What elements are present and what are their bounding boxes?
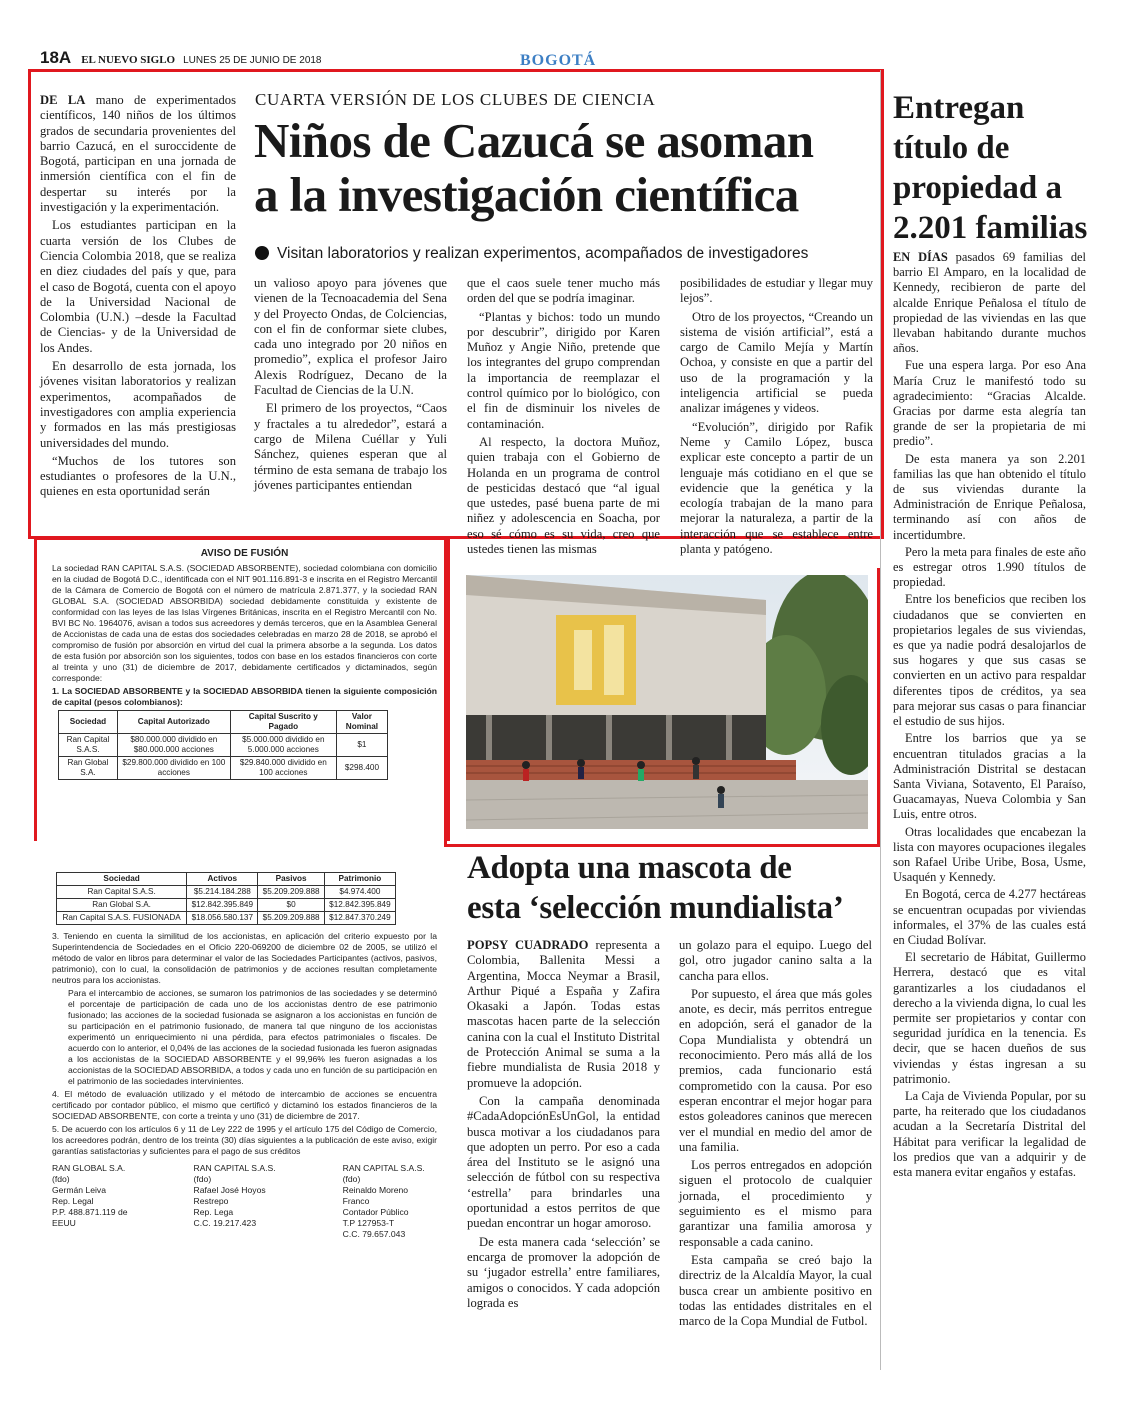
table-cell: Ran Global S.A.	[57, 899, 187, 912]
table-row	[57, 899, 396, 912]
paragraph: La Caja de Vivienda Popular, por su parte, ha reiterado que los ciudadanos acudan a la Secretaría Distrital del Hábitat para verificar la legalidad de los predios que van a adquirir y de esta manera evitar engaños y estafas.	[893, 1088, 1086, 1179]
paragraph: que el caos suele tener mucho más orden del que se podría imaginar.	[467, 276, 660, 306]
signature-line: Germán Leiva	[52, 1185, 106, 1195]
table-row	[59, 734, 388, 757]
column-divider	[880, 70, 881, 1370]
table-cell: $4.974.400	[324, 886, 395, 899]
lead-word: EN DÍAS	[893, 250, 948, 264]
paragraph: Entre los beneficios que reciben los ciudadanos que se convierten en propietarios legales de sus viviendas, es que ya nadie podrá desalojarlos de sus hogares y que sus casas se convierten en un activo para respaldar diferentes tipos de créditos, ya sea para mejorar sus casas o para financiar el estudio de sus hijos.	[893, 592, 1086, 729]
notice-item-1: 1. La SOCIEDAD ABSORBENTE y la SOCIEDAD ABSORBIDA tienen la siguiente composición de capital (pesos colombianos):	[52, 686, 437, 707]
notice-item-3: 3. Teniendo en cuenta la similitud de los accionistas, en aplicación del criterio expuesto por la Superintendencia de Sociedades en el Oficio 220-069200 de diciembre 02 de 2005, se utilizó el método de valor en libros para determinar el valor de las Sociedades Participantes (activos, pasivos, patrimonio), con lo cual, la consolidación de patrimonios y de acciones resultan completamente neutros para los accionistas.	[52, 931, 437, 985]
paragraph: De esta manera cada ‘selección’ se encarga de promover la adopción de su ‘jugador estrella’ entre familiares, amigos o conocidos. Y cada adopción lograda es	[467, 1234, 660, 1310]
signature	[194, 1163, 303, 1240]
table-header: Valor Nominal	[336, 711, 387, 734]
main-column-3	[467, 276, 660, 560]
signature	[343, 1163, 437, 1240]
table-cell: $5.000.000 dividido en 5.000.000 acciones	[230, 734, 336, 757]
table-cell: $298.400	[336, 757, 387, 780]
paragraph: Al respecto, la doctora Muñoz, quien trabaja con el Gobierno de Holanda en un programa de control de pesticidas destacó que “al igual que ustedes, pasé buena parte de mi niñez y adolescencia en Soacha, por eso sé cómo es su vida, creo que ustedes tienen las mismas	[467, 434, 660, 557]
paragraph: “Muchos de los tutores son estudiantes o profesores de la U.N., quienes en esta oportunidad serán	[40, 453, 236, 499]
signature-line: RAN CAPITAL S.A.S.	[342, 1163, 425, 1173]
table-cell: $29.840.000 dividido en 100 acciones	[230, 757, 336, 780]
paragraph: Con la campaña denominada #CadaAdopciónEsUnGol, la entidad busca motivar a los ciudadanos para que adopten un perro. Por eso a cada área del Instituto se le asignó una selección de fútbol con su respectiva ‘estrella’ para brindarles una oportunidad a estos perritos de que puedan encontrar un hogar amoroso.	[467, 1093, 660, 1231]
paragraph: Por supuesto, el área que más goles anote, es decir, más perritos entregue en adopción, será el ganador de la Copa Mundialista y obtendrá un reconocimiento. Pero más allá de los premios, cada funcionario está comprometido con la causa. Por eso esperan encontrar el mejor hogar para estos goleadores caninos que merecen ver el mundial en medio del amor de una familia.	[679, 986, 872, 1154]
notice-item-5: 5. De acuerdo con los artículos 6 y 11 de Ley 222 de 1995 y el artículo 175 del Código de Comercio, los acreedores podrán, dentro de los treinta (30) días siguientes a la publicación de este aviso, exigir garantías satisfactorias y suficientes para el pago de sus créditos	[52, 1124, 437, 1156]
signature-line: RAN CAPITAL S.A.S.	[193, 1163, 276, 1173]
page-number: 18A	[40, 48, 72, 67]
paragraph: “Evolución”, dirigido por Rafik Neme y Camilo López, busca explicar este concepto a partir de un lenguaje más cotidiano en el que se evidencie que la genética y la ecología trabajan de la mano para mejorar la naturaleza, a partir de la interacción que se establece entre planta y patógeno.	[680, 419, 873, 557]
mascota-column-2	[679, 938, 872, 1332]
article-subheadline	[255, 245, 875, 263]
signature-line: Rafael José Hoyos Restrepo	[193, 1185, 266, 1206]
paragraph: En Bogotá, cerca de 4.277 hectáreas se encuentran ocupadas por viviendas informales, el 37% de las cuales está en Ciudad Bolívar.	[893, 887, 1086, 947]
signature-block	[52, 1163, 437, 1240]
paragraph: Los perros entregados en adopción siguen el protocolo de cualquier jornada, el procedimiento y seguimiento es el mismo para garantizar una familia amorosa y responsable a cada canino.	[679, 1158, 872, 1249]
paragraph: Entre los barrios que ya se encuentran titulados gracias a la Administración Distrital se destacan Santa Viviana, Sotavento, El Paraíso, Guacamayas, Nueva Colombia y San Luis, entre otros.	[893, 731, 1086, 822]
paragraph: Pero la meta para finales de este año es estregar otros 1.990 títulos de propiedad.	[893, 544, 1086, 590]
table-cell: Ran Capital S.A.S.	[57, 886, 187, 899]
main-column-4	[680, 276, 873, 560]
paragraph: posibilidades de estudiar y llegar muy lejos”.	[680, 276, 873, 306]
highlight-box-connector	[444, 537, 447, 571]
lead-word: POPSY CUADRADO	[467, 938, 589, 952]
table-cell: $12.842.395.849	[187, 899, 258, 912]
signature-line: (fdo)	[342, 1174, 361, 1184]
balance-table	[56, 872, 396, 925]
legal-notice	[52, 548, 437, 780]
table-header: Activos	[187, 873, 258, 886]
legal-notice-continued	[52, 872, 437, 1240]
subheadline-text: Visitan laboratorios y realizan experimentos, acompañados de investigadores	[277, 245, 809, 262]
signature-line: Rep. Legal	[52, 1196, 94, 1206]
table-cell: Ran Capital S.A.S. FUSIONADA	[57, 912, 187, 925]
signature-line: Reinaldo Moreno Franco	[342, 1185, 409, 1206]
side-column	[893, 250, 1086, 1182]
notice-item-3b: Para el intercambio de acciones, se sumaron los patrimonios de las sociedades y se determinó el porcentaje de participación de cada uno de los accionistas dentro de ese patrimonio fusionado; las acciones de la sociedad fusionada se asignaron a los accionistas en función de su participación en el patrimonio fusionado, de manera tal que ninguno de los accionistas experimentó un enriquecimiento ni una pérdida, para efectos patrimoniales o fiscales. De acuerdo con lo anterior, el 0,04% de las acciones de la sociedad fusionada les fueron asignadas a los accionistas de la SOCIEDAD ABSORBENTE y el 99,96% les fueron asignadas a los accionistas de la SOCIEDAD ABSORBIDA, a todos y cada uno en función de su participación en el patrimonio de las sociedades intervinientes.	[68, 988, 437, 1086]
table-cell: $0	[258, 899, 324, 912]
main-column-1	[40, 93, 236, 503]
publication-name: EL NUEVO SIGLO	[81, 54, 176, 66]
signature-line: (fdo)	[193, 1174, 212, 1184]
table-cell: $18.056.580.137	[187, 912, 258, 925]
signature-line: T.P 127953-T	[342, 1218, 395, 1228]
table-cell: $29.800.000 dividido en 100 acciones	[117, 757, 230, 780]
table-cell: Ran Global S.A.	[59, 757, 118, 780]
mascota-column-1	[467, 938, 660, 1314]
table-cell: $5.209.209.888	[258, 886, 324, 899]
paragraph: De esta manera ya son 2.201 familias las que han obtenido el título de sus viviendas durante la Administración de Enrique Peñalosa, terminando así con años de incertidumbre.	[893, 451, 1086, 542]
side-headline: Entregan título de propiedad a 2.201 familias	[893, 90, 1088, 246]
table-cell: $5.214.184.288	[187, 886, 258, 899]
main-column-2	[254, 276, 447, 496]
signature-line: P.P. 488.871.119 de EEUU	[52, 1207, 128, 1228]
lead-word: DE LA	[40, 93, 86, 107]
paragraph: En desarrollo de esta jornada, los jóvenes visitan laboratorios y realizan experimentos, acompañados de investigadores con amplia experiencia y formados en las más prestigiosas universidades del mundo.	[40, 359, 236, 450]
table-header: Capital Autorizado	[117, 711, 230, 734]
paragraph: Fue una espera larga. Por eso Ana María Cruz le manifestó todo su agradecimiento: “Gracias Alcalde. Gracias por darme esta alegría tan grande de ser la propietaria de mi predio”.	[893, 358, 1086, 449]
capital-table	[58, 710, 388, 780]
paragraph: mano de experimentados científicos, 140 niños de los últimos grados de secundaria provenientes del barrio Cazucá, en el suroccidente de Bogotá, participan en una jornada de inmersión científica con el fin de despertar su interés por la investigación y la experimentación.	[40, 93, 236, 215]
table-header: Pasivos	[258, 873, 324, 886]
table-header: Sociedad	[57, 873, 187, 886]
paragraph: Esta campaña se creó bajo la directriz de la Alcaldía Mayor, la cual busca crear un ambiente positivo en todas las entidades distritales en el marco de la Copa Mundial de Futbol.	[679, 1252, 872, 1329]
table-cell: $80.000.000 dividido en $80.000.000 acciones	[117, 734, 230, 757]
signature-line: RAN GLOBAL S.A.	[52, 1163, 126, 1173]
signature	[52, 1163, 154, 1240]
paragraph: representa a Colombia, Ballenita Messi a Argentina, Mocca Neymar a Brasil, Arthur Piqué a España y Zafira Okasaki a Japón. Todas estas mascotas hacen parte de la selección canina con la cual el Instituto Distrital de Protección Animal se suma a la fiebre mundialista de Rusia 2018 y promueve la adopción.	[467, 938, 661, 1090]
bullet-icon	[255, 246, 269, 260]
paragraph: Otro de los proyectos, “Creando un sistema de visión artificial”, está a cargo de Camilo Mejía y Martín Ochoa, y consiste en que a partir del uso de la programación y la inteligencia artificial se pueda analizar imágenes y videos.	[680, 309, 873, 416]
notice-title: AVISO DE FUSIÓN	[200, 548, 289, 559]
headline-line-1: Adopta una mascota de	[467, 850, 792, 886]
table-header: Capital Suscrito y Pagado	[230, 711, 336, 734]
signature-line: C.C. 19.217.423	[193, 1218, 257, 1228]
paragraph: El secretario de Hábitat, Guillermo Herrera, destacó que es vital garantizarles a los ciudadanos el derecho a la vivienda digna, lo cual les permite ser propietarios y contar con seguridad jurídica en la tenencia. Es decir, que se hacen dueños de sus viviendas y éstas ingresan a su patrimonio.	[893, 950, 1086, 1086]
table-cell: $12.847.370.249	[324, 912, 395, 925]
table-header: Sociedad	[59, 711, 118, 734]
table-cell: $5.209.209.888	[258, 912, 324, 925]
paragraph: Otras localidades que encabezan la lista con mayores ocupaciones ilegales son Rafael Uribe Uribe, Bosa, Usme, Usaquén y Kennedy.	[893, 824, 1086, 885]
paragraph: “Plantas y bichos: todo un mundo por descubrir”, dirigido por Karen Muñoz y Angie Niño, pretende que los integrantes del grupo comprendan la importancia de reemplazar el control químico por lo biológico, con el fin de disminuir los niveles de contaminación.	[467, 309, 660, 431]
signature-line: C.C. 79.657.043	[342, 1229, 406, 1239]
paragraph: El primero de los proyectos, “Caos y fractales a tu alrededor”, estará a cargo de Milena Cuéllar y Yuli Sánchez, quienes esperan que al término de esta semana de trabajo los jóvenes participantes entiendan	[254, 401, 447, 492]
mascota-headline	[467, 848, 877, 928]
paragraph: un valioso apoyo para jóvenes que vienen de la Tecnoacademia del Sena y del Proyecto Ondas, de Colciencias, con el fin de conformar siete clubes, cada uno integrado por 20 niños en promedio”, explica el profesor Jairo Alexis Rodríguez, Decano de la Facultad de Ciencias de la U.N.	[254, 276, 447, 398]
signature-line: Contador Público	[342, 1207, 409, 1217]
headline-line-1: Niños de Cazucá se asoman	[254, 113, 814, 168]
table-cell: $12.842.395.849	[324, 899, 395, 912]
article-headline	[254, 114, 874, 222]
signature-line: (fdo)	[52, 1174, 70, 1184]
paragraph: pasados 69 familias del barrio El Amparo, en la localidad de Kennedy, recibieron de parte del alcalde Enrique Peñalosa el título de propiedad de las viviendas en las que llevaban habitando durante muchos años.	[893, 250, 1087, 356]
building-photo	[466, 575, 868, 829]
headline-line-2: a la investigación científica	[254, 167, 799, 222]
headline-line-2: esta ‘selección mundialista’	[467, 890, 844, 926]
table-cell: Ran Capital S.A.S.	[59, 734, 118, 757]
table-cell: $1	[336, 734, 387, 757]
publication-date: LUNES 25 DE JUNIO DE 2018	[183, 55, 322, 66]
table-row	[57, 912, 396, 925]
table-row	[59, 757, 388, 780]
paragraph: Los estudiantes participan en la cuarta versión de los Clubes de Ciencia Colombia 2018, que se realiza en diez ciudades del país y que, para el caso de Bogotá, cuenta con el apoyo de la Universidad Nacional de Colombia (U.N.) –desde la Facultad de Ciencias- y de la Universidad de los Andes.	[40, 218, 236, 355]
building-photo-illustration	[466, 575, 868, 829]
paragraph: un golazo para el equipo. Luego del gol, otro jugador canino salta a la cancha para ellos.	[679, 938, 872, 983]
section-label: BOGOTÁ	[520, 52, 597, 69]
page-header	[40, 48, 880, 70]
signature-line: Rep. Lega	[193, 1207, 234, 1217]
notice-item-4: 4. El método de evaluación utilizado y el método de intercambio de acciones se encuentra certificado por contador público, el mismo que certificó y dictaminó los estados financieros de la SOCIEDAD ABSORBENTE, con corte a treinta y uno (31) de diciembre de 2017.	[52, 1089, 437, 1121]
article-kicker: CUARTA VERSIÓN DE LOS CLUBES DE CIENCIA	[255, 90, 656, 109]
notice-intro: La sociedad RAN CAPITAL S.A.S. (SOCIEDAD ABSORBENTE), sociedad colombiana con domicilio en la ciudad de Bogotá D.C., identificada con el NIT 901.116.891-3 e inscrita en el Registro Mercantil de la Cámara de Comercio de Bogotá con el número de matrícula 2.871.377, y la sociedad RAN GLOBAL S.A. (SOCIEDAD ABSORBIDA) sociedad debidamente constituida y existente de conformidad con las leyes de las Islas Vírgenes Británicas, inscrita en el Registro Mercantil con No. BVI BC No. 1964076, avisan a todos sus acreedores y demás terceros, que en la Asamblea General de Accionistas de cada una de estas dos sociedades celebradas en marzo 28 de 2018, se aprobó el compromiso de fusión por absorción en virtud del cual la primera absorbe a la segunda. Los datos de esta fusión por absorción son los siguientes, todos con base en los estados financieros con corte al treinta y uno (31) de diciembre de 2017, debidamente certificados y dictaminados, según corresponde:	[52, 563, 437, 683]
table-header: Patrimonio	[324, 873, 395, 886]
table-row	[57, 886, 396, 899]
